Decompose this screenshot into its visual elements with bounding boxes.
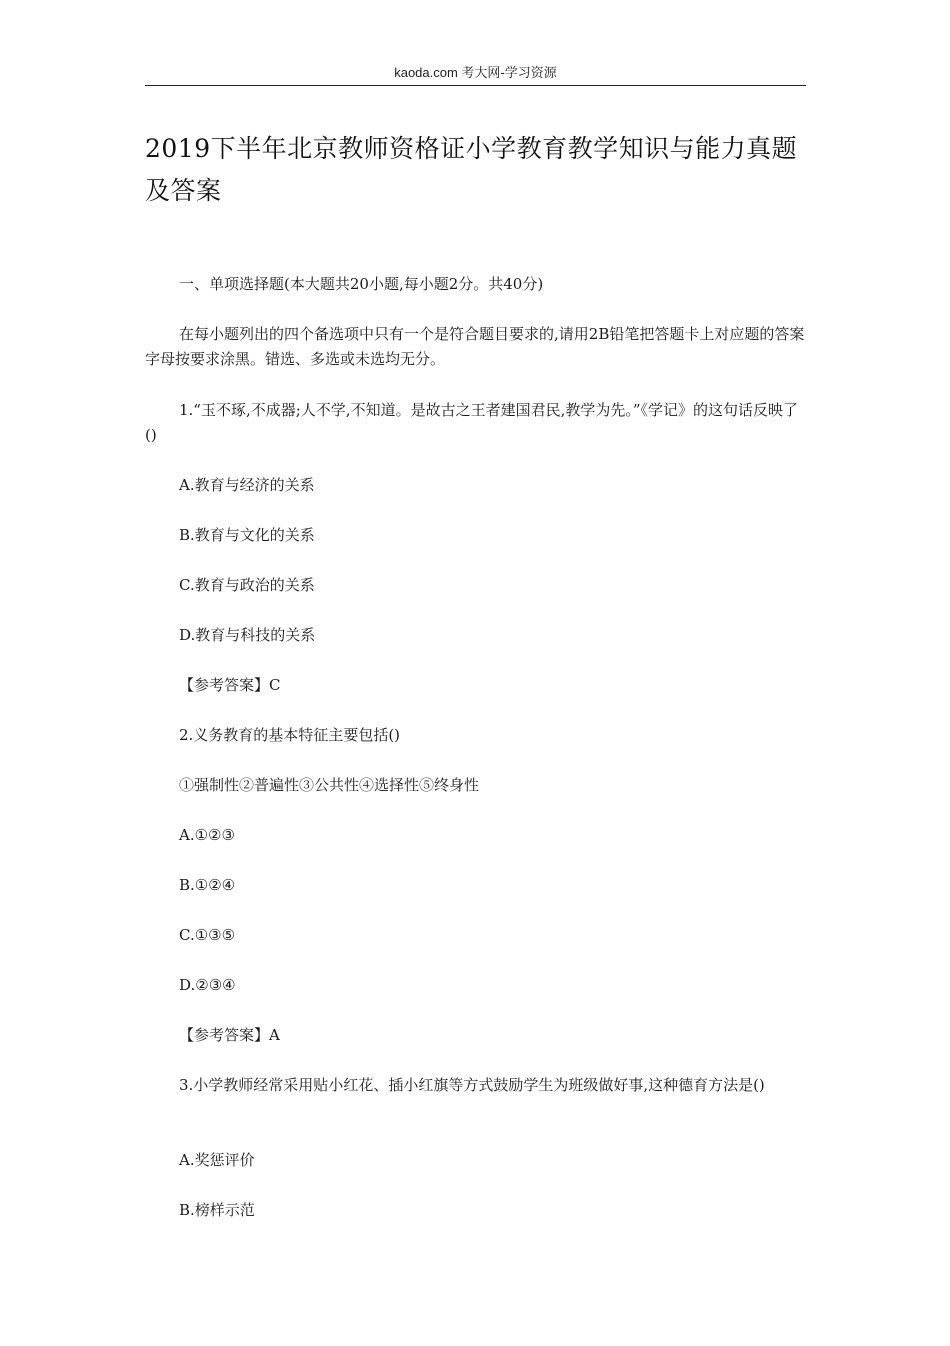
question-2-answer: 【参考答案】A — [179, 1026, 280, 1044]
header-divider — [145, 85, 806, 86]
page-header: kaoda.com 考大网-学习资源 — [394, 65, 557, 80]
question-1-answer: 【参考答案】C — [179, 676, 281, 694]
section-heading: 一、单项选择题(本大题共20小题,每小题2分。共40分) — [179, 275, 544, 293]
question-3-stem: 3.小学教师经常采用贴小红花、插小红旗等方式鼓励学生为班级做好事,这种德育方法是() — [179, 1076, 765, 1094]
question-1-option-b: B.教育与文化的关系 — [179, 526, 315, 544]
question-2-option-b: B.①②④ — [179, 876, 236, 894]
question-2-option-d: D.②③④ — [179, 976, 236, 994]
question-2-items: ①强制性②普遍性③公共性④选择性⑤终身性 — [179, 776, 480, 794]
question-1-option-a: A.教育与经济的关系 — [179, 476, 315, 494]
question-3-option-b: B.榜样示范 — [179, 1201, 255, 1219]
question-3-option-a: A.奖惩评价 — [179, 1151, 255, 1169]
section-instruction: 在每小题列出的四个备选项中只有一个是符合题目要求的,请用2B铅笔把答题卡上对应题的答案字母按要求涂黑。错选、多选或未选均无分。 — [145, 325, 805, 368]
question-2-option-a: A.①②③ — [179, 826, 235, 844]
question-1-option-d: D.教育与科技的关系 — [179, 626, 316, 644]
question-2-stem: 2.义务教育的基本特征主要包括() — [179, 726, 401, 744]
question-1-option-c: C.教育与政治的关系 — [179, 576, 315, 594]
question-2-option-c: C.①③⑤ — [179, 926, 236, 944]
document-title: 2019下半年北京教师资格证小学教育教学知识与能力真题及答案 — [145, 134, 798, 205]
question-1-stem: 1.“玉不琢,不成器;人不学,不知道。是故古之王者建国君民,教学为先。”《学记》的这句话反映了() — [145, 401, 799, 444]
